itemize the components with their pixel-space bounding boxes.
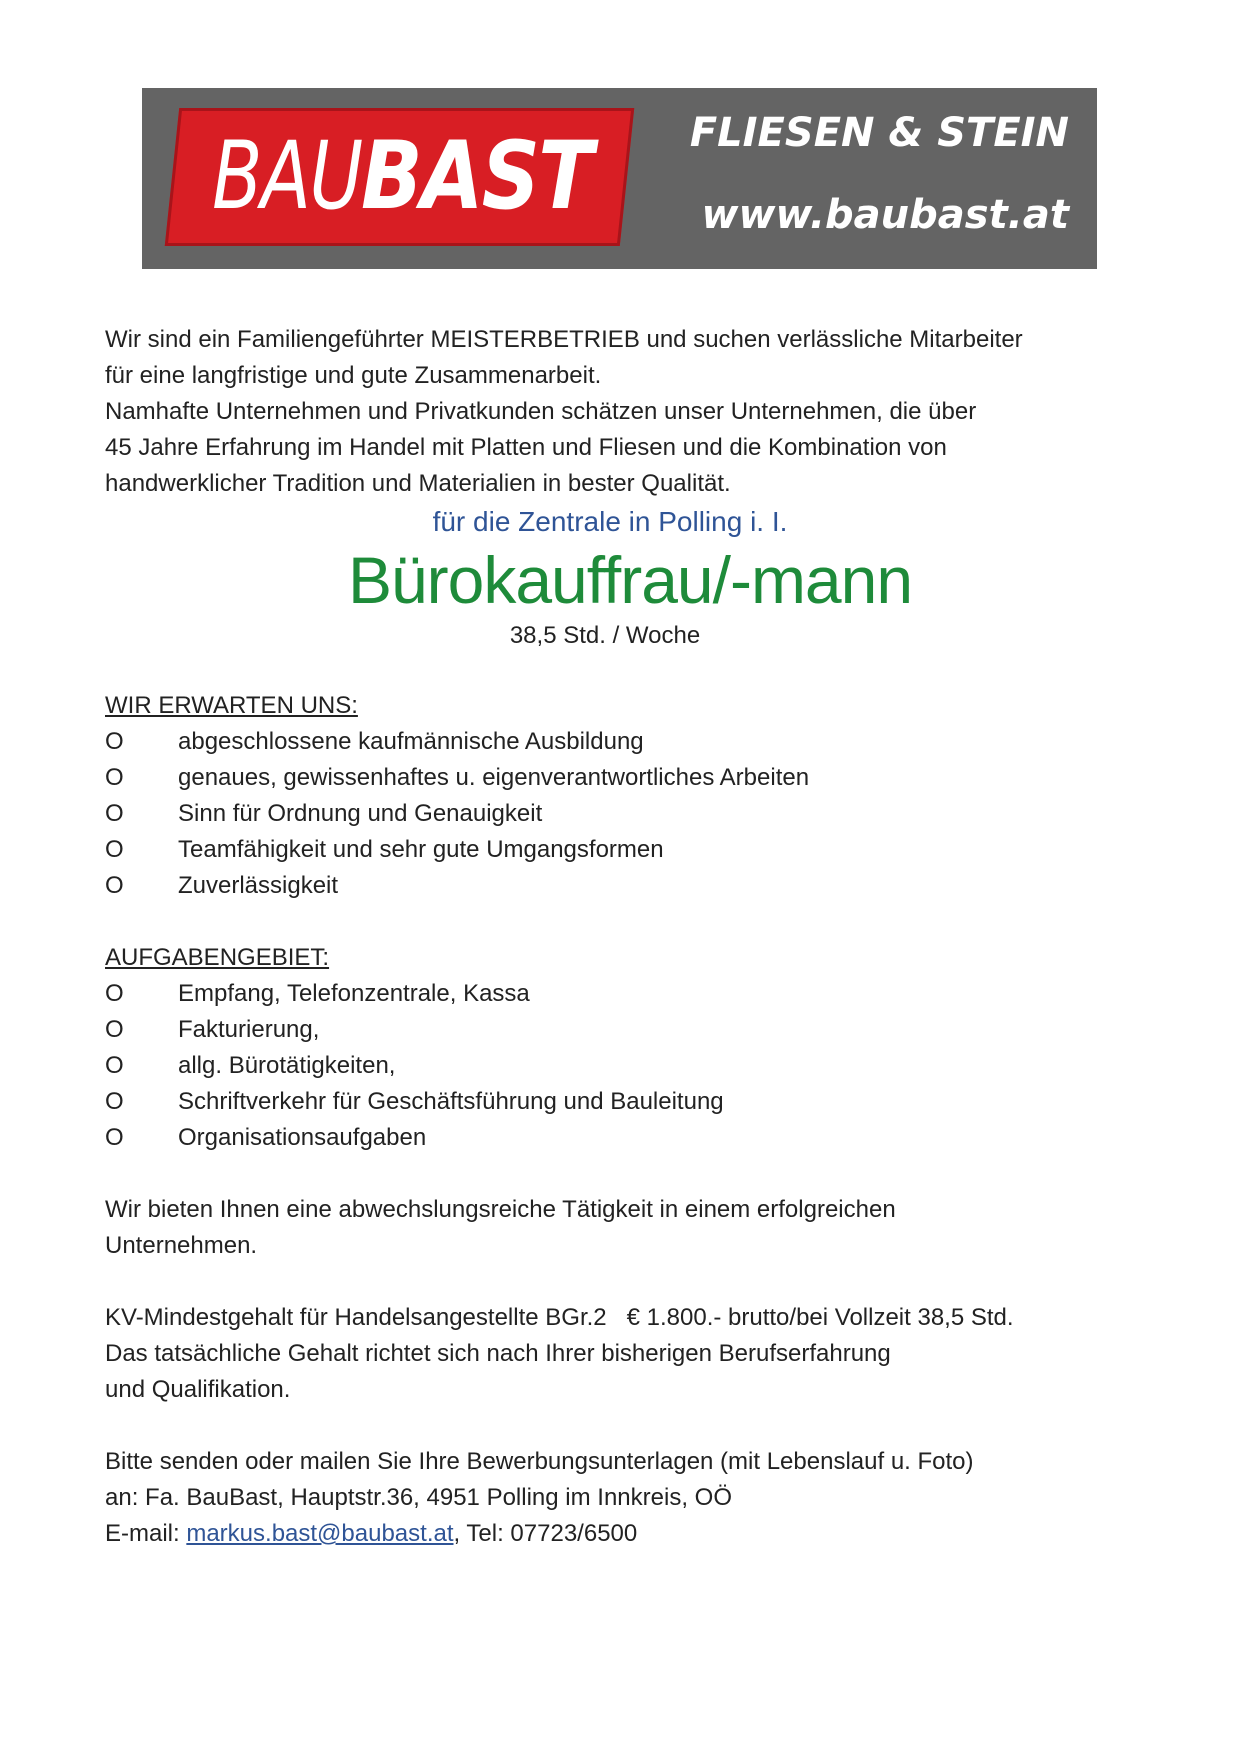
list-item-text: allg. Bürotätigkeiten, bbox=[178, 1052, 396, 1079]
intro-line: Namhafte Unternehmen und Privatkunden schätzen unser Unternehmen, die über bbox=[105, 398, 977, 425]
bullet-marker: O bbox=[105, 728, 124, 755]
baubast-logo bbox=[165, 108, 635, 246]
intro-line: für eine langfristige und gute Zusammenarbeit. bbox=[105, 362, 602, 389]
bullet-marker: O bbox=[105, 800, 124, 827]
phone-text: , Tel: 07723/6500 bbox=[453, 1520, 638, 1547]
bullet-marker: O bbox=[105, 1016, 124, 1043]
list-item bbox=[105, 868, 1165, 904]
tasks-heading: AUFGABENGEBIET: bbox=[105, 944, 330, 971]
list-item bbox=[105, 1012, 1165, 1048]
contact-line bbox=[105, 1516, 1165, 1552]
job-ad-content bbox=[105, 322, 1165, 1552]
job-hours: 38,5 Std. / Woche bbox=[509, 622, 701, 649]
requirements-heading: WIR ERWARTEN UNS: bbox=[105, 692, 358, 719]
logo-light-text: BAU bbox=[211, 122, 362, 231]
list-item-text: Zuverlässigkeit bbox=[178, 872, 339, 899]
list-item bbox=[105, 976, 1165, 1012]
offer-line: Unternehmen. bbox=[105, 1232, 258, 1259]
logo-bold-text: BAST bbox=[361, 122, 592, 231]
list-item-text: abgeschlossene kaufmännische Ausbildung bbox=[178, 728, 644, 755]
bullet-marker: O bbox=[105, 836, 124, 863]
list-item-text: Teamfähigkeit und sehr gute Umgangsformen bbox=[178, 836, 664, 863]
list-item-text: Sinn für Ordnung und Genauigkeit bbox=[178, 800, 543, 827]
requirements-list bbox=[105, 724, 1165, 904]
salary-line: und Qualifikation. bbox=[105, 1376, 291, 1403]
list-item-text: Empfang, Telefonzentrale, Kassa bbox=[178, 980, 530, 1007]
header-banner bbox=[142, 88, 1097, 269]
bullet-marker: O bbox=[105, 980, 124, 1007]
list-item bbox=[105, 760, 1165, 796]
intro-line: handwerklicher Tradition und Materialien in bester Qualität. bbox=[105, 470, 731, 497]
list-item bbox=[105, 832, 1165, 868]
logo-text bbox=[175, 111, 624, 243]
intro-line: 45 Jahre Erfahrung im Handel mit Platten und Fliesen und die Kombination von bbox=[105, 434, 947, 461]
bullet-marker: O bbox=[105, 1124, 124, 1151]
tasks-list bbox=[105, 976, 1165, 1156]
salary-line: KV-Mindestgehalt für Handelsangestellte BGr.2 € 1.800.- brutto/bei Vollzeit 38,5 Std. bbox=[105, 1304, 1014, 1331]
job-location: für die Zentrale in Polling i. I. bbox=[432, 506, 788, 537]
list-item-text: Schriftverkehr für Geschäftsführung und Bauleitung bbox=[178, 1088, 724, 1115]
tagline: FLIESEN & STEIN bbox=[689, 110, 1069, 156]
bullet-marker: O bbox=[105, 872, 124, 899]
intro-line: Wir sind ein Familiengeführter MEISTERBETRIEB und suchen verlässliche Mitarbeiter bbox=[105, 326, 1023, 353]
list-item bbox=[105, 1084, 1165, 1120]
list-item bbox=[105, 724, 1165, 760]
contact-line: Bitte senden oder mailen Sie Ihre Bewerbungsunterlagen (mit Lebenslauf u. Foto) bbox=[105, 1448, 974, 1475]
website-url: www.baubast.at bbox=[701, 192, 1069, 238]
list-item-text: Organisationsaufgaben bbox=[178, 1124, 427, 1151]
offer-line: Wir bieten Ihnen eine abwechslungsreiche Tätigkeit in einem erfolgreichen bbox=[105, 1196, 896, 1223]
bullet-marker: O bbox=[105, 764, 124, 791]
email-link[interactable]: markus.bast@baubast.at bbox=[186, 1520, 454, 1547]
list-item-text: genaues, gewissenhaftes u. eigenverantwortliches Arbeiten bbox=[178, 764, 810, 791]
list-item bbox=[105, 796, 1165, 832]
job-title: Bürokauffrau/-mann bbox=[347, 543, 913, 617]
list-item bbox=[105, 1048, 1165, 1084]
list-item-text: Fakturierung, bbox=[178, 1016, 320, 1043]
salary-line: Das tatsächliche Gehalt richtet sich nach Ihrer bisherigen Berufserfahrung bbox=[105, 1340, 891, 1367]
bullet-marker: O bbox=[105, 1052, 124, 1079]
list-item bbox=[105, 1120, 1165, 1156]
contact-line: an: Fa. BauBast, Hauptstr.36, 4951 Polling im Innkreis, OÖ bbox=[105, 1484, 732, 1511]
email-label: E-mail: bbox=[105, 1520, 187, 1547]
bullet-marker: O bbox=[105, 1088, 124, 1115]
